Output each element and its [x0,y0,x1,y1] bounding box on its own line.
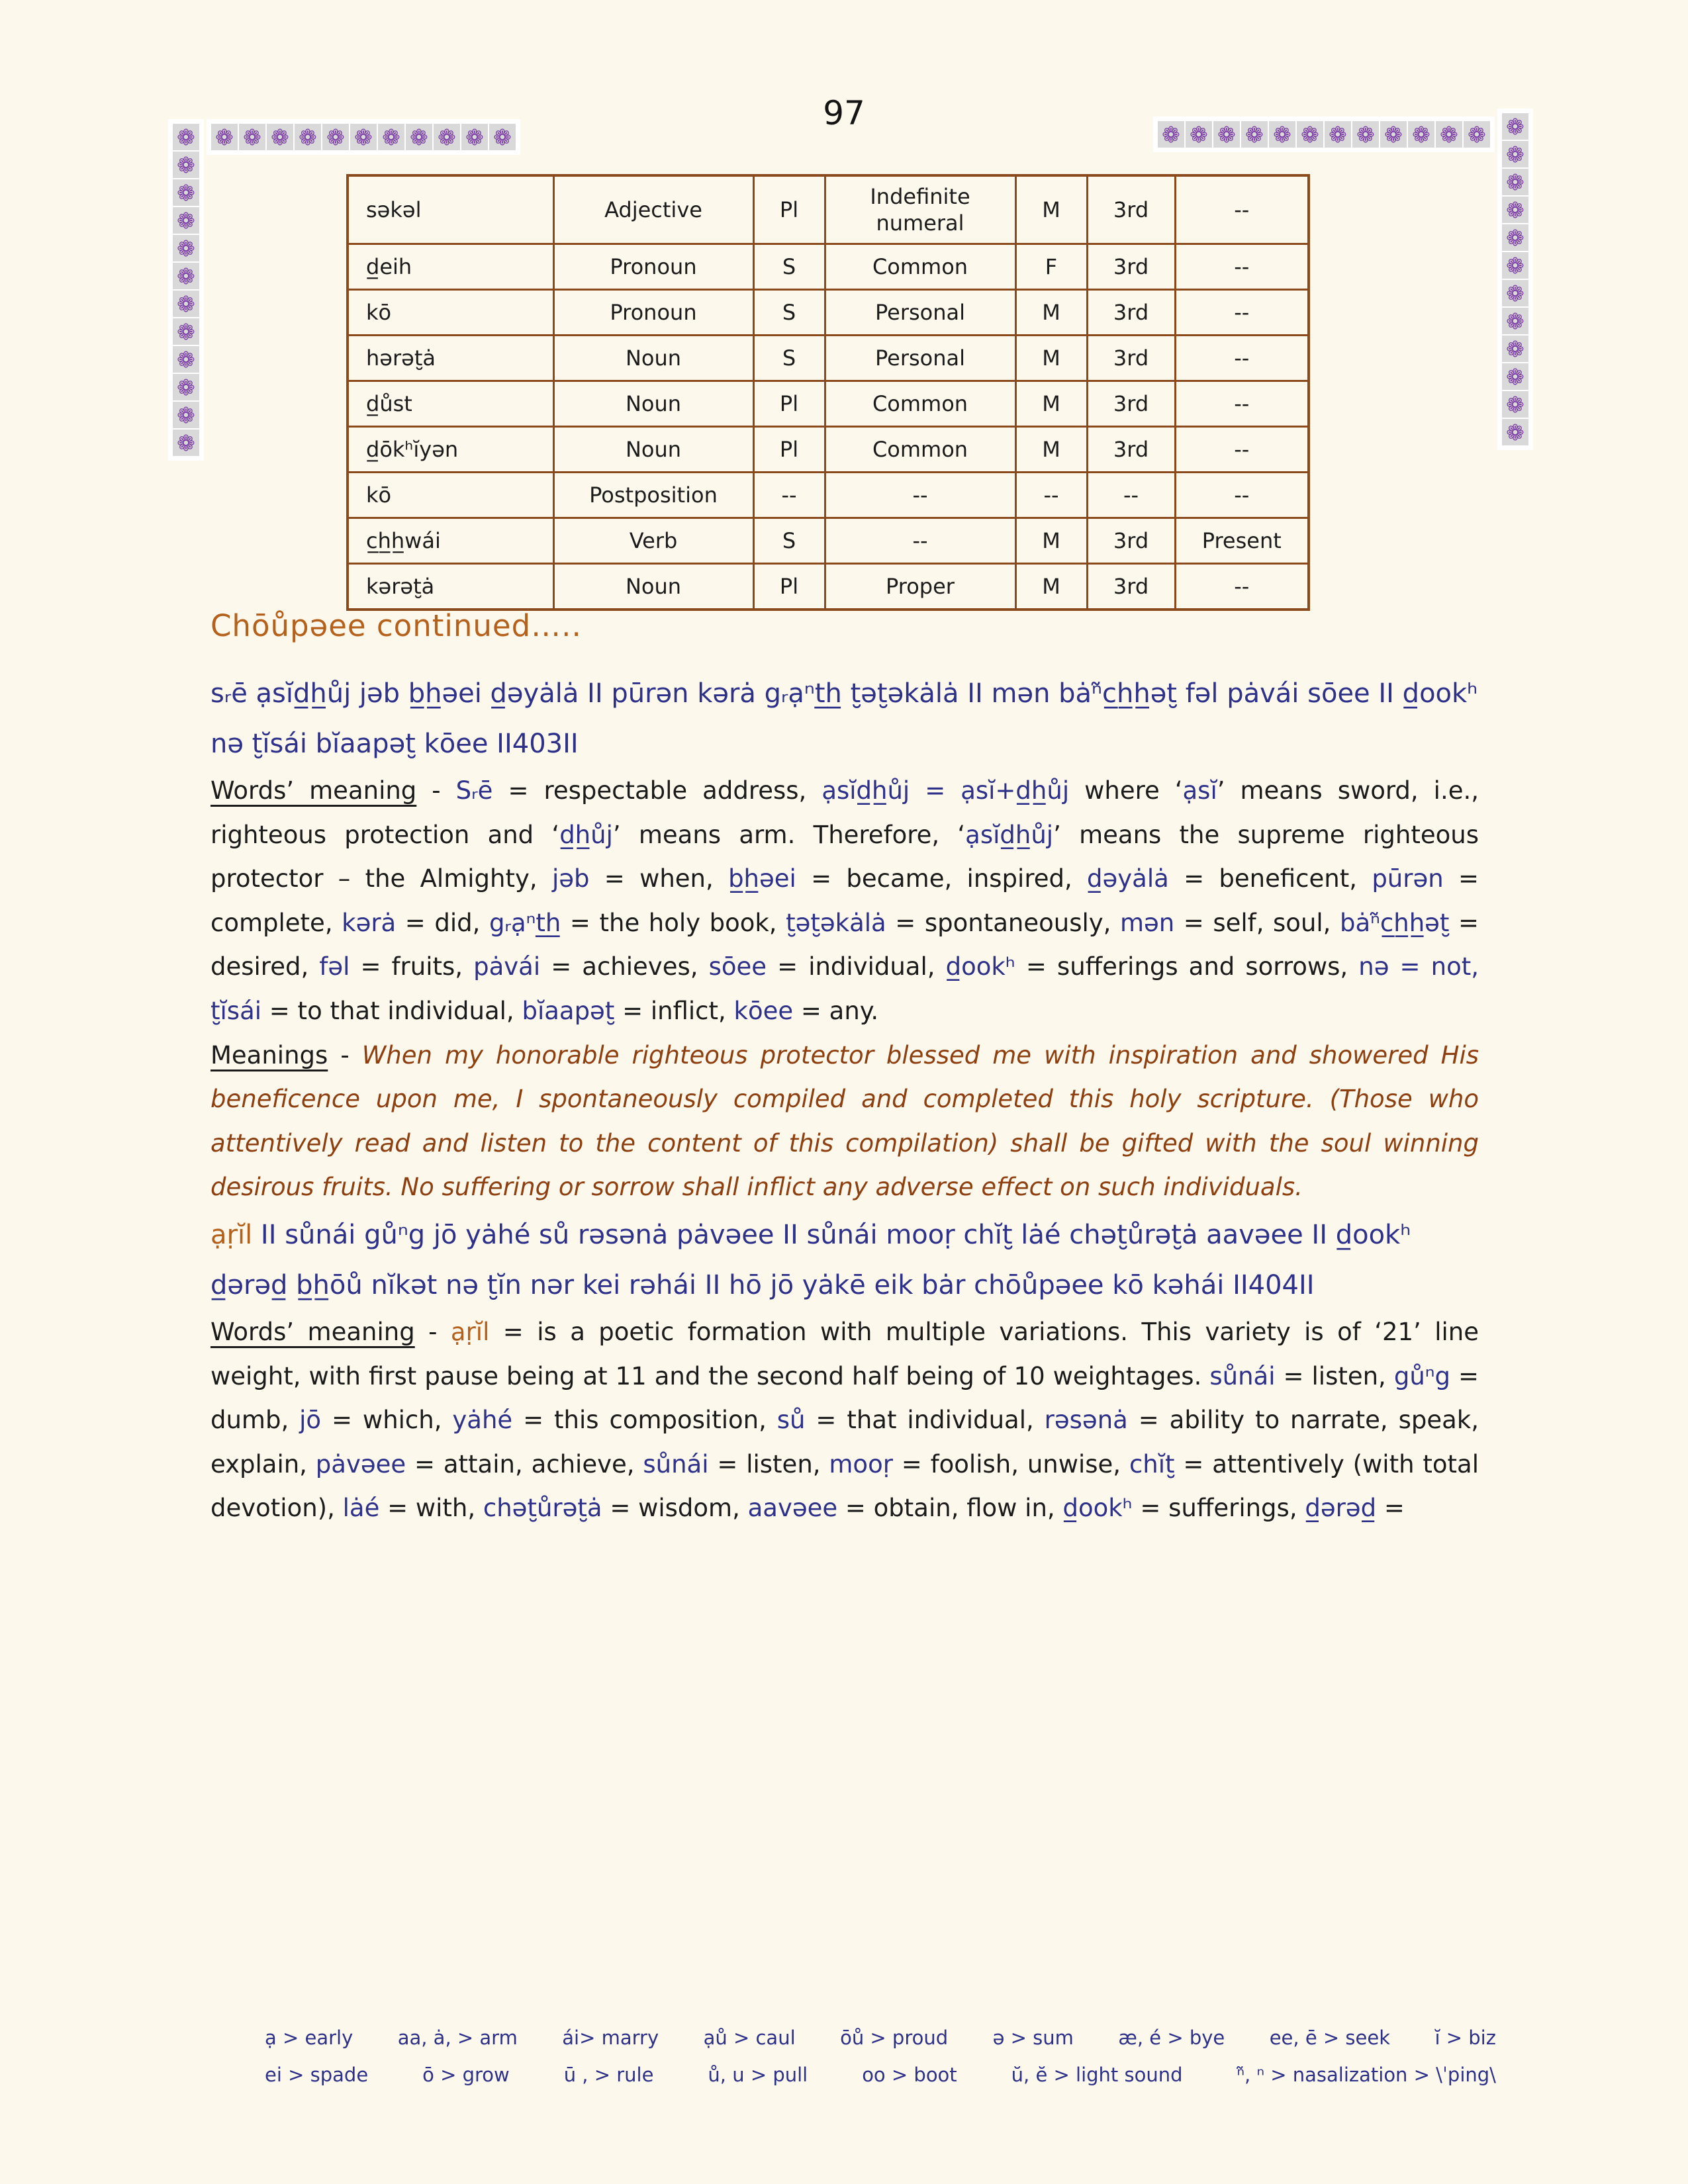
flower-icon: ❁ [173,402,199,428]
text-segment: = ability to narrate, speak, explain, [211,1406,1479,1479]
table-row [348,290,1309,336]
text-segment: = became, inspired, [796,864,1088,893]
text-segment: pȧvəee [315,1449,406,1479]
flower-icon: ❁ [173,152,199,178]
words-meaning-403 [211,769,1479,1034]
table-cell: -- [825,473,1015,518]
table-cell: Pl [753,564,825,610]
flower-icon: ❁ [1408,121,1434,148]
table-cell: d̲eih [348,244,553,290]
top-right-border-flowers [1153,116,1495,152]
flower-icon: ❁ [211,124,238,150]
text-segment: = which, [321,1406,453,1435]
flower-icon: ❁ [1502,336,1528,362]
text-segment: - [414,1317,451,1346]
text-segment: gᵣạⁿt̲h̲ [489,908,561,937]
pronunciation-key-item: ạů > caul [703,2026,796,2049]
table-cell: hərət̮ȧ [348,336,553,381]
text-segment: aavəee [747,1494,838,1523]
text-segment: rəsənȧ [1044,1406,1128,1435]
flower-icon: ❁ [173,263,199,289]
pronunciation-key-item: aa, ȧ, > arm [397,2026,518,2049]
table-cell: -- [1175,336,1309,381]
table-cell: 3rd [1087,175,1175,244]
text-segment: II sůnái gůⁿg jō yȧhé sů rəsənȧ pȧvəee II sůnái mooṛ chĭt̮ lȧé chət̮ůrət̮ȧ aavəee II d̲ookʰ d̲ərəd̲ b̲h̲ōů nĭkət nə t̮ĭn nər kei rəhái II hō jō yȧkē eik bȧr chōůpəee kō kəhái II404II [211,1219,1411,1300]
text-segment: = sufferings and sorrows, [1015,952,1359,981]
pronunciation-key-row-1 [265,2026,1496,2049]
text-segment: sůnái [643,1449,709,1479]
table-row [348,336,1309,381]
text-segment: = foolish, unwise, [892,1449,1129,1479]
top-left-border-flowers [207,119,520,155]
text-segment: = wisdom, [602,1494,748,1523]
table-cell: Personal [825,290,1015,336]
table-cell: -- [1175,290,1309,336]
flower-icon: ❁ [1502,280,1528,306]
text-segment: = self, soul, [1174,908,1340,937]
table-cell: 3rd [1087,564,1175,610]
flower-icon: ❁ [1502,391,1528,418]
flower-icon: ❁ [173,430,199,456]
flower-icon: ❁ [1502,113,1528,140]
meanings-403 [211,1034,1479,1210]
flower-icon: ❁ [1186,121,1212,148]
flower-icon: ❁ [1502,308,1528,334]
table-cell: Noun [553,381,753,427]
flower-icon: ❁ [489,124,516,150]
flower-icon: ❁ [461,124,488,150]
text-segment: fəl [319,952,350,981]
table-cell: 3rd [1087,244,1175,290]
table-cell: M [1015,290,1087,336]
flower-icon: ❁ [1213,121,1240,148]
text-segment: = sufferings, [1132,1494,1305,1523]
main-text-column [211,599,1479,1531]
table-row [348,244,1309,290]
page-number: 97 [823,94,865,132]
table-cell: Noun [553,336,753,381]
flower-icon: ❁ [1380,121,1407,148]
flower-icon: ❁ [173,318,199,345]
flower-icon: ❁ [378,124,404,150]
flower-icon: ❁ [173,291,199,317]
text-segment: = achieves, [540,952,709,981]
flower-icon: ❁ [1502,197,1528,223]
table-cell: c̲h̲h̲wái [348,518,553,564]
text-segment: = obtain, flow in, [837,1494,1063,1523]
text-segment: = desired, [211,908,1479,981]
table-cell: -- [1087,473,1175,518]
text-segment: d̲əyȧlȧ [1087,864,1169,893]
table-cell: Present [1175,518,1309,564]
text-segment: ’ means the supreme righteous protector – the Almighty, [211,820,1479,893]
text-segment: nə = not, [1358,952,1479,981]
words-meaning-404 [211,1310,1479,1531]
text-segment: kōee [733,996,794,1025]
table-cell: Adjective [553,175,753,244]
pronunciation-key-item: æ, é > bye [1118,2026,1225,2049]
text-segment: mən [1119,908,1175,937]
flower-icon: ❁ [406,124,432,150]
table-row [348,473,1309,518]
text-segment: jō [299,1406,322,1435]
flower-icon: ❁ [322,124,349,150]
text-segment: ạsĭd̲h̲ůj [965,820,1054,849]
text-segment: chĭt̮ [1129,1449,1175,1479]
table-cell: 3rd [1087,381,1175,427]
table-cell: d̲ōkʰĭyən [348,427,553,473]
flower-icon: ❁ [267,124,293,150]
table-cell: kərət̮ȧ [348,564,553,610]
text-segment: sōee [708,952,767,981]
left-border-flowers [168,119,204,461]
text-segment: = spontaneously, [886,908,1120,937]
table-cell: kō [348,290,553,336]
pronunciation-key-item: ō > grow [422,2064,510,2086]
text-segment: = respectable address, [492,776,822,805]
flower-icon: ❁ [1502,224,1528,251]
table-cell: M [1015,175,1087,244]
text-segment: ạṛĭl [450,1317,490,1346]
verse-404 [211,1210,1479,1310]
flower-icon: ❁ [1436,121,1462,148]
flower-icon: ❁ [1241,121,1268,148]
text-segment: sᵣē ạsĭd̲h̲ůj jəb b̲h̲əei d̲əyȧlȧ II pūrən kərȧ gᵣạⁿt̲h̲ t̮ət̮əkȧlȧ II mən bȧⁿ̃c̲h̲h̲ət̮ fəl pȧvái sōee II d̲ookʰ nə t̮ĭsái bĭaapət̮ kōee II403II [211,678,1478,759]
table-cell: 3rd [1087,518,1175,564]
text-segment: = listen, [1275,1361,1394,1390]
text-segment: sůnái [1209,1361,1276,1390]
text-segment: lȧé [342,1494,380,1523]
table-cell: Pl [753,381,825,427]
table-cell: d̲ůst [348,381,553,427]
text-segment: d̲h̲ůj [559,820,613,849]
table-cell: Pl [753,175,825,244]
text-segment: = when, [589,864,729,893]
pronunciation-key-item: ee, ē > seek [1269,2026,1391,2049]
table-cell: Common [825,427,1015,473]
text-segment: = complete, [211,864,1479,937]
text-segment: - [416,776,456,805]
table-cell: M [1015,427,1087,473]
text-segment: = the holy book, [561,908,786,937]
text-segment: chət̮ůrət̮ȧ [483,1494,602,1523]
pronunciation-key-item: ei > spade [265,2064,369,2086]
table-cell: Indefinite numeral [825,175,1015,244]
table-cell: 3rd [1087,290,1175,336]
table-cell: S [753,336,825,381]
text-segment: = individual, [767,952,946,981]
flower-icon: ❁ [1297,121,1323,148]
text-segment: ’ means sword, i.e., righteous protection and ‘ [211,776,1479,849]
text-segment: pūrən [1372,864,1444,893]
flower-icon: ❁ [1158,121,1184,148]
pronunciation-key-item: oo > boot [862,2064,957,2086]
flower-icon: ❁ [1502,419,1528,445]
text-segment: t̮ət̮əkȧlȧ [786,908,886,937]
text-segment: jəb [551,864,590,893]
table-cell: Proper [825,564,1015,610]
table-row [348,427,1309,473]
table-cell: Common [825,381,1015,427]
text-segment: gůⁿg [1393,1361,1450,1390]
flower-icon: ❁ [173,374,199,400]
table-cell: Pronoun [553,244,753,290]
flower-icon: ❁ [173,235,199,261]
text-segment: = listen, [708,1449,829,1479]
pronunciation-key-item: ū , > rule [563,2064,654,2086]
text-segment: = did, [396,908,489,937]
text-segment: = attain, achieve, [406,1449,643,1479]
table-cell: -- [1175,427,1309,473]
flower-icon: ❁ [173,207,199,234]
text-segment: ạsĭ [1182,776,1217,805]
text-segment: d̲ərəd̲ [1305,1494,1377,1523]
text-segment: When my honorable righteous protector blessed me with inspiration and showered His beneficence upon me, I spontaneously compiled and completed this holy scripture. (Those who attentively read and listen to the content of this compilation) shall be gifted with the soul winning desirous fruits. No suffering or sorrow shall inflict any adverse effect on such individuals. [211,1040,1479,1202]
table-cell: S [753,290,825,336]
flower-icon: ❁ [1464,121,1490,148]
text-segment: bȧⁿ̃c̲h̲h̲ət̮ [1340,908,1450,937]
section-label: Meanings [211,1040,328,1069]
table-cell: -- [1015,473,1087,518]
table-cell: M [1015,381,1087,427]
pronunciation-key-item: ŭ, ĕ > light sound [1011,2064,1183,2086]
flower-icon: ❁ [434,124,460,150]
text-segment: = inflict, [614,996,734,1025]
flower-icon: ❁ [1502,363,1528,390]
verse-403 [211,668,1479,769]
text-segment: = any. [793,996,879,1025]
section-label: Words’ meaning [211,1317,415,1346]
pronunciation-key [265,2026,1496,2101]
table-cell: Noun [553,564,753,610]
pronunciation-key-item: ⁿ̃, ⁿ > nasalization > \ˈping\ [1237,2064,1496,2086]
text-segment: - [328,1040,362,1069]
text-segment: mooṛ [829,1449,893,1479]
text-segment: = that individual, [805,1406,1045,1435]
pronunciation-key-item: ů, u > pull [708,2064,808,2086]
pronunciation-key-item: ạ > early [265,2026,353,2049]
pronunciation-key-item: ōů > proud [840,2026,949,2049]
text-segment: kərȧ [342,908,397,937]
text-segment: where ‘ [1069,776,1183,805]
table-cell: Verb [553,518,753,564]
table-cell: -- [753,473,825,518]
text-segment: pȧvái [473,952,541,981]
text-segment: = this composition, [512,1406,777,1435]
table-cell: S [753,244,825,290]
table-row [348,381,1309,427]
table-cell: M [1015,336,1087,381]
right-border-flowers [1497,109,1533,450]
text-segment: sů [776,1406,806,1435]
flower-icon: ❁ [173,179,199,206]
flower-icon: ❁ [173,124,199,150]
flower-icon: ❁ [295,124,321,150]
text-segment: = attentively (with total devotion), [211,1449,1479,1523]
flower-icon: ❁ [1269,121,1295,148]
table-cell: 3rd [1087,336,1175,381]
pronunciation-key-row-2 [265,2064,1496,2086]
text-segment: = beneficent, [1168,864,1372,893]
table-cell: kō [348,473,553,518]
pronunciation-key-item: ə > sum [992,2026,1074,2049]
text-segment: = [1376,1494,1405,1523]
flower-icon: ❁ [1502,252,1528,279]
text-segment: t̮ĭsái [211,996,262,1025]
table-row [348,175,1309,244]
table-cell: F [1015,244,1087,290]
table-cell: Noun [553,427,753,473]
pronunciation-key-item: ái> marry [562,2026,659,2049]
text-segment: = fruits, [350,952,474,981]
table-cell: səkəl [348,175,553,244]
text-segment: ’ means arm. Therefore, ‘ [612,820,966,849]
flower-icon: ❁ [1502,169,1528,195]
table-cell: Pl [753,427,825,473]
text-segment: d̲ookʰ [945,952,1015,981]
flower-icon: ❁ [173,346,199,373]
table-cell: Personal [825,336,1015,381]
table-cell: -- [1175,473,1309,518]
section-heading: Chōůpəee continued….. [211,608,582,643]
text-segment: yȧhé [452,1406,513,1435]
flower-icon: ❁ [239,124,265,150]
pronunciation-key-item: ĭ > biz [1434,2026,1496,2049]
grammar-table-body [348,175,1309,610]
table-cell: -- [825,518,1015,564]
table-cell: Pronoun [553,290,753,336]
text-segment: = to that individual, [261,996,522,1025]
table-row [348,518,1309,564]
flower-icon: ❁ [1502,141,1528,167]
flower-icon: ❁ [1325,121,1351,148]
text-segment: bĭaapət̮ [522,996,615,1025]
flower-icon: ❁ [1352,121,1379,148]
table-cell: -- [1175,381,1309,427]
text-segment: ạṛĭl [211,1219,253,1250]
text-segment: ạsĭd̲h̲ůj = ạsĭ+d̲h̲ůj [821,776,1070,805]
text-segment: b̲h̲əei [728,864,796,893]
text-segment: = with, [379,1494,483,1523]
table-cell: Postposition [553,473,753,518]
table-cell: -- [1175,244,1309,290]
table-cell: -- [1175,175,1309,244]
table-cell: Common [825,244,1015,290]
table-cell: -- [1175,564,1309,610]
table-cell: S [753,518,825,564]
text-segment: = is a poetic formation with multiple variations. This variety is of ‘21’ line weight, with first pause being at 11 and the second half being of 10 weightages. [211,1317,1479,1390]
flower-icon: ❁ [350,124,377,150]
grammar-table [346,174,1310,611]
section-label: Words’ meaning [211,776,417,805]
table-cell: M [1015,518,1087,564]
text-segment: d̲ookʰ [1062,1494,1133,1523]
table-cell: M [1015,564,1087,610]
text-segment: = dumb, [211,1361,1479,1435]
table-cell: 3rd [1087,427,1175,473]
text-segment: Sᵣē [455,776,493,805]
